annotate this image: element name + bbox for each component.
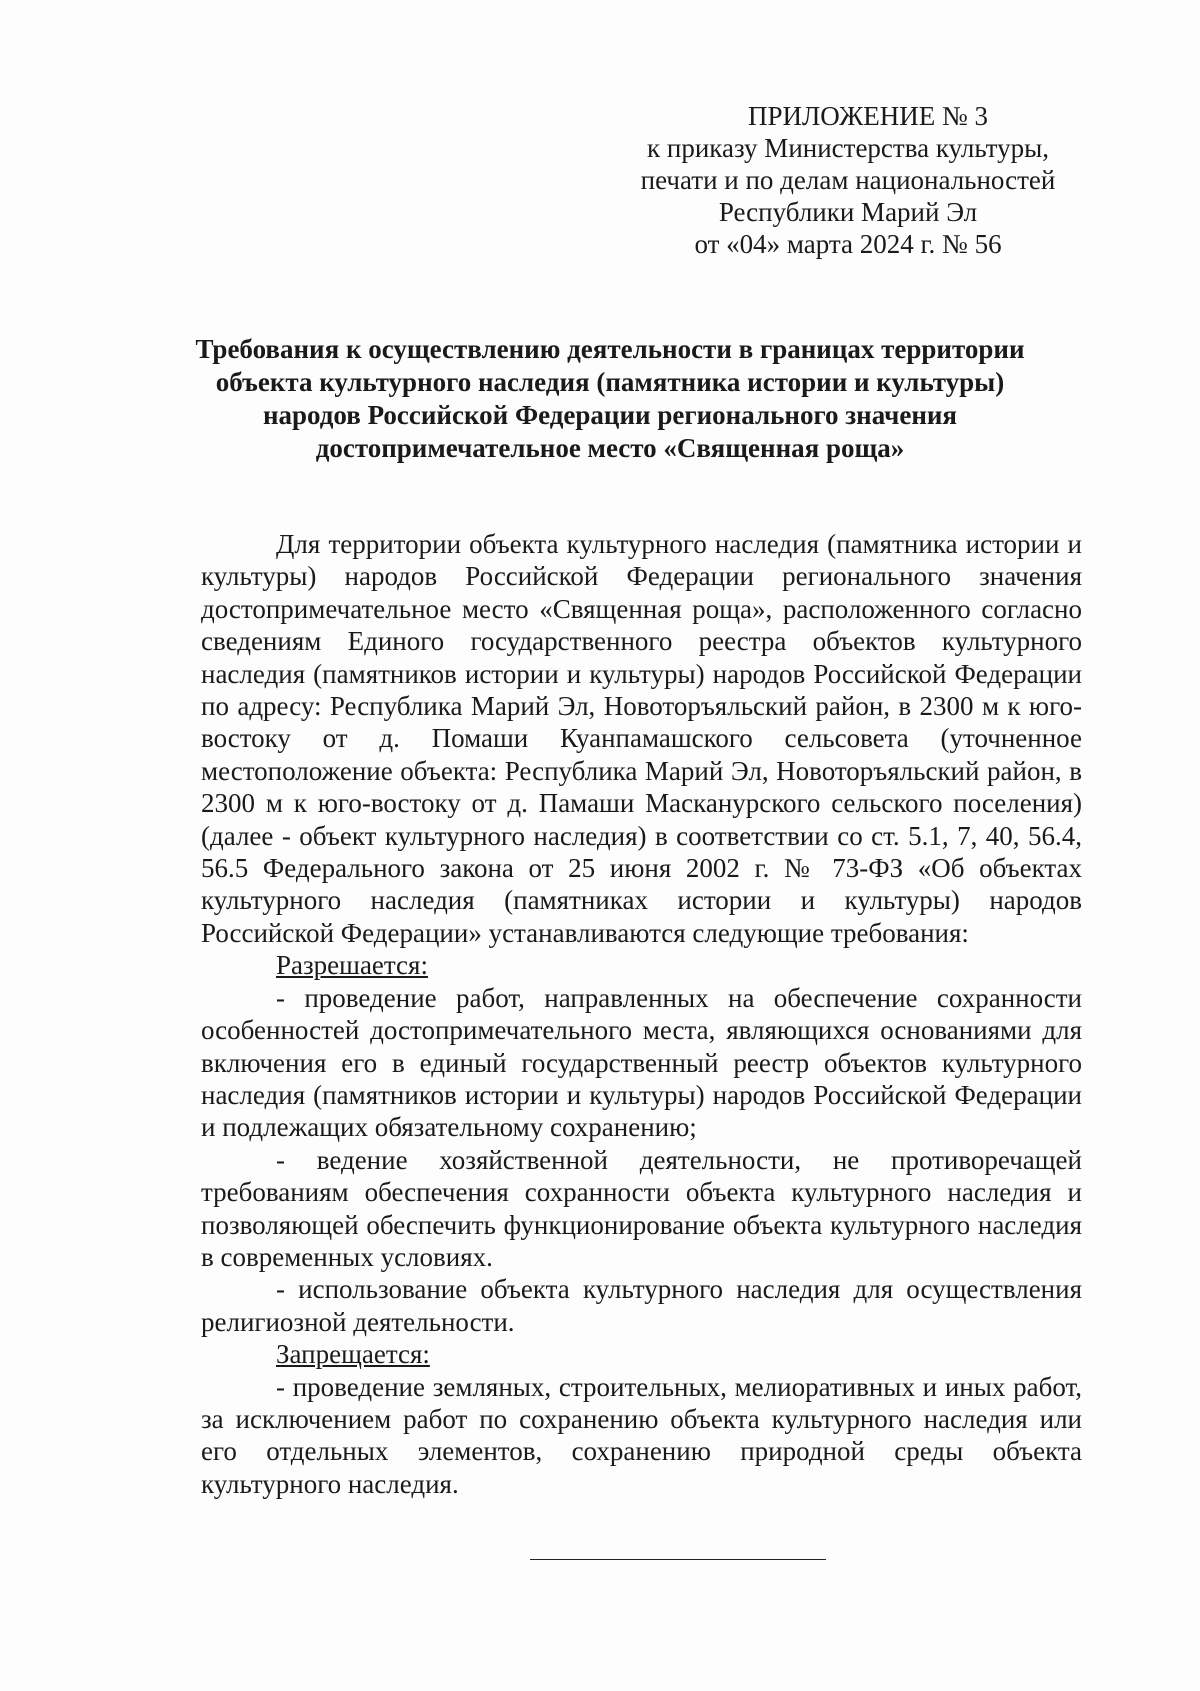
appendix-line: Республики Марий Эл — [718, 197, 978, 227]
title-line: народов Российской Федерации регионального значения — [262, 400, 958, 430]
end-divider — [530, 1559, 826, 1560]
title-line: достопримечательное место «Священная роща» — [315, 433, 905, 463]
appendix-line: печати и по делам национальностей — [640, 165, 1056, 195]
document-title — [150, 333, 1070, 465]
forbidden-heading — [201, 1338, 1082, 1370]
allowed-heading-text: Разрешается: — [276, 950, 428, 981]
appendix-title: ПРИЛОЖЕНИЕ № 3 — [747, 101, 989, 131]
allowed-item: - использование объекта культурного наследия для осуществления религиозной деятельности. — [201, 1274, 1082, 1337]
title-line: объекта культурного наследия (памятника истории и культуры) — [215, 367, 1005, 397]
intro-paragraph: Для территории объекта культурного наследия (памятника истории и культуры) народов Российской Федерации регионального значения достопримечательное место «Священная роща», расположенного согласно сведениям Единого государственного реестра объектов культурного наследия (памятников истории и культуры) народов Российской Федерации по адресу: Республика Марий Эл, Новоторъяльский район, в 2300 м к юго-востоку от д. Помаши Куанпамашского сельсовета (уточненное местоположение объекта: Республика Марий Эл, Новоторъяльский район, в 2300 м к юго-востоку от д. Памаши Масканурского сельского поселения) (далее - объект культурного наследия) в соответствии со ст. 5.1, 7, 40, 56.4, 56.5 Федерального закона от 25 июня 2002 г. № 73-ФЗ «Об объектах культурного наследия (памятниках истории и культуры) народов Российской Федерации» устанавливаются следующие требования: — [201, 529, 1082, 948]
appendix-block — [588, 100, 1108, 260]
allowed-item: - проведение работ, направленных на обеспечение сохранности особенностей достопримечательного места, являющихся основаниями для включения его в единый государственный реестр объектов культурного наследия (памятников истории и культуры) народов Российской Федерации и подлежащих обязательному сохранению; — [201, 982, 1082, 1143]
forbidden-item: - проведение земляных, строительных, мелиоративных и иных работ, за исключением работ по сохранению объекта культурного наследия или его отдельных элементов, сохранению природной среды объекта культурного наследия. — [201, 1371, 1082, 1499]
title-line: Требования к осуществлению деятельности в границах территории — [195, 334, 1025, 364]
appendix-line: к приказу Министерства культуры, — [647, 133, 1049, 163]
appendix-line: от «04» марта 2024 г. № 56 — [694, 229, 1002, 259]
allowed-heading — [201, 949, 1082, 981]
document-body — [201, 528, 1082, 1500]
forbidden-heading-text: Запрещается: — [276, 1339, 430, 1370]
allowed-item: - ведение хозяйственной деятельности, не противоречащей требованиям обеспечения сохранности объекта культурного наследия и позволяющей обеспечить функционирование объекта культурного наследия в современных условиях. — [201, 1144, 1082, 1272]
